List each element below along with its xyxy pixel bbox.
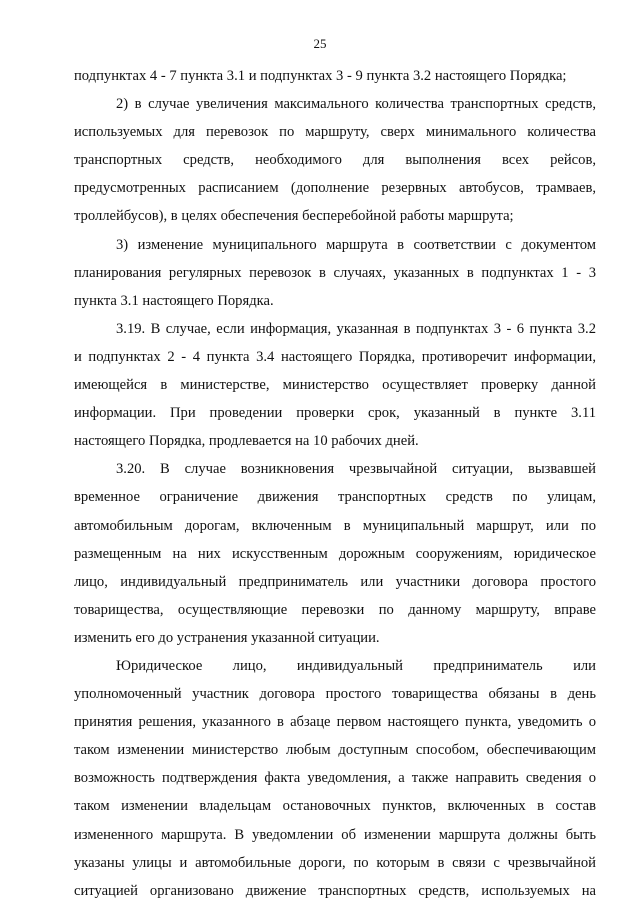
text-line-5: предусмотренных расписанием (дополнение резервных автобусов, трамваев, bbox=[74, 180, 596, 197]
text-line-2: 2) в случае увеличения максимального количества транспортных средств, bbox=[116, 96, 596, 113]
text-line-15: 3.20. В случае возникновения чрезвычайной ситуации, вызвавшей bbox=[116, 461, 596, 478]
text-line-25: таком изменении министерство любым доступным способом, обеспечивающим bbox=[74, 742, 596, 759]
text-line-11: и подпунктах 2 - 4 пункта 3.4 настоящего Порядка, противоречит информации, bbox=[74, 348, 596, 365]
page-number: 25 bbox=[313, 36, 327, 51]
text-line-19: лицо, индивидуальный предприниматель или участники договора простого bbox=[74, 573, 596, 590]
text-line-10: 3.19. В случае, если информация, указанная в подпунктах 3 - 6 пункта 3.2 bbox=[116, 320, 596, 337]
text-line-12: имеющейся в министерстве, министерство осуществляет проверку данной bbox=[74, 377, 596, 394]
text-line-30: ситуацией организовано движение транспортных средств, используемых на bbox=[74, 882, 596, 899]
text-line-16: временное ограничение движения транспортных средств по улицам, bbox=[74, 489, 596, 506]
text-line-24: принятия решения, указанного в абзаце первом настоящего пункта, уведомить о bbox=[74, 714, 596, 731]
text-line-23: уполномоченный участник договора простого товарищества обязаны в день bbox=[74, 686, 596, 703]
text-line-17: автомобильным дорогам, включенным в муниципальный маршрут, или по bbox=[74, 517, 596, 534]
text-line-4: транспортных средств, необходимого для выполнения всех рейсов, bbox=[74, 152, 596, 169]
text-line-6: троллейбусов), в целях обеспечения бесперебойной работы маршрута; bbox=[74, 208, 514, 225]
text-line-29: указаны улицы и автомобильные дороги, по которым в связи с чрезвычайной bbox=[74, 854, 596, 871]
text-line-21: изменить его до устранения указанной ситуации. bbox=[74, 629, 380, 646]
text-line-28: измененного маршрута. В уведомлении об изменении маршрута должны быть bbox=[74, 826, 596, 843]
text-line-22: Юридическое лицо, индивидуальный предприниматель или bbox=[116, 657, 596, 674]
text-line-8: планирования регулярных перевозок в случаях, указанных в подпунктах 1 - 3 bbox=[74, 264, 596, 281]
text-line-7: 3) изменение муниципального маршрута в соответствии с документом bbox=[116, 236, 596, 253]
text-line-9: пункта 3.1 настоящего Порядка. bbox=[74, 292, 274, 309]
text-line-20: товарищества, осуществляющие перевозки по данному маршруту, вправе bbox=[74, 601, 596, 618]
text-line-27: таком изменении владельцам остановочных пунктов, включенных в состав bbox=[74, 798, 596, 815]
document-body bbox=[74, 66, 596, 909]
text-line-18: размещенным на них искусственным дорожным сооружениям, юридическое bbox=[74, 545, 596, 562]
text-line-1: подпунктах 4 - 7 пункта 3.1 и подпунктах 3 - 9 пункта 3.2 настоящего Порядка; bbox=[74, 68, 567, 84]
text-line-14: настоящего Порядка, продлевается на 10 рабочих дней. bbox=[74, 433, 419, 450]
text-line-13: информации. При проведении проверки срок, указанный в пункте 3.11 bbox=[74, 405, 596, 422]
text-line-26: возможность подтверждения факта уведомления, а также направить сведения о bbox=[74, 770, 596, 787]
text-line-3: используемых для перевозок по маршруту, сверх минимального количества bbox=[74, 124, 596, 141]
